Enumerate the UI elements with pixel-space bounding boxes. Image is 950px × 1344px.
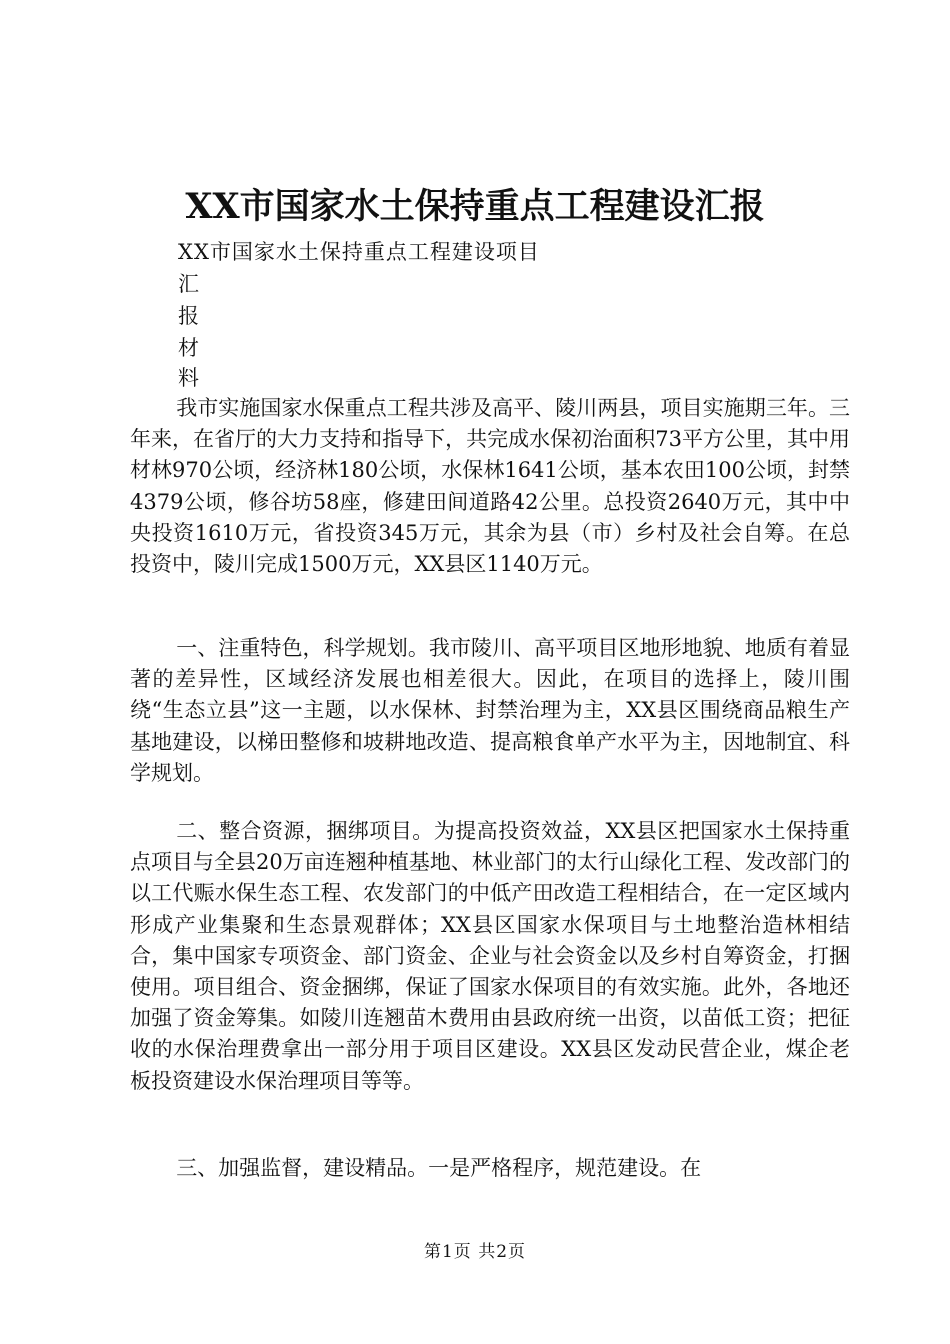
- vertical-char-2: 报: [178, 304, 199, 328]
- paragraph-intro: 我市实施国家水保重点工程共涉及高平、陵川两县，项目实施期三年。三年来，在省厅的大力支持和指导下，共完成水保初治面积73平方公里，其中用材林970公顷，经济林180公顷，水保林1641公顷，基本农田100公顷，封禁4379公顷，修谷坊58座，修建田间道路42公里。总投资2640万元，其中中央投资1610万元，省投资345万元，其余为县（市）乡村及社会自筹。在总投资中，陵川完成1500万元，XX县区1140万元。: [130, 396, 850, 577]
- page-footer: 第1页 共2页: [423, 1242, 527, 1262]
- vertical-char-3: 材: [178, 336, 199, 360]
- document-subtitle: XX市国家水土保持重点工程建设项目: [178, 240, 540, 264]
- document-title: XX市国家水土保持重点工程建设汇报: [185, 186, 765, 227]
- paragraph-section-1: 一、注重特色，科学规划。我市陵川、高平项目区地形地貌、地质有着显著的差异性，区域经济发展也相差很大。因此，在项目的选择上，陵川围绕“生态立县”这一主题，以水保林、封禁治理为主，XX县区围绕商品粮生产基地建设，以梯田整修和坡耕地改造、提高粮食单产水平为主，因地制宜、科学规划。: [130, 636, 850, 785]
- paragraph-section-2: 二、整合资源，捆绑项目。为提高投资效益，XX县区把国家水土保持重点项目与全县20万亩连翘种植基地、林业部门的太行山绿化工程、发改部门的以工代赈水保生态工程、农发部门的中低产田改造工程相结合，在一定区域内形成产业集聚和生态景观群体；XX县区国家水保项目与土地整治造林相结合，集中国家专项资金、部门资金、企业与社会资金以及乡村自筹资金，打捆使用。项目组合、资金捆绑，保证了国家水保项目的有效实施。此外，各地还加强了资金筹集。如陵川连翘苗木费用由县政府统一出资，以苗低工资；把征收的水保治理费拿出一部分用于项目区建设。XX县区发动民营企业，煤企老板投资建设水保治理项目等等。: [130, 819, 850, 1093]
- vertical-char-1: 汇: [178, 272, 199, 296]
- paragraph-section-3: 三、加强监督，建设精品。一是严格程序，规范建设。在: [176, 1156, 702, 1180]
- vertical-char-4: 料: [178, 366, 199, 390]
